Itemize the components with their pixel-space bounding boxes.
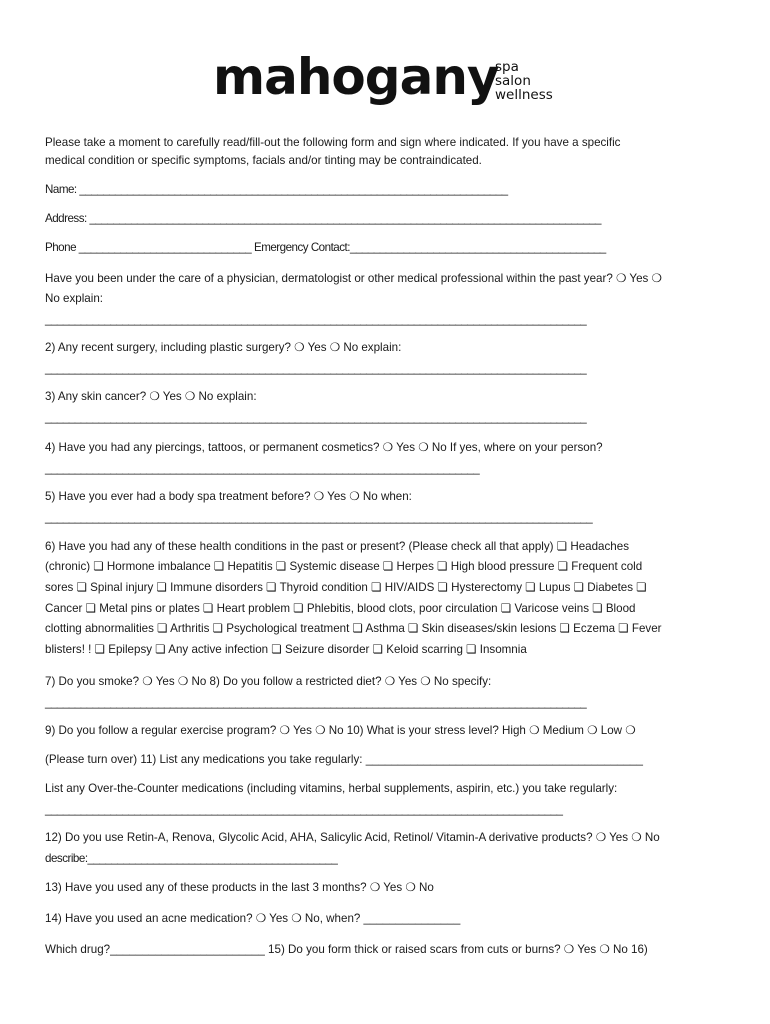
question-4[interactable]: 4) Have you had any piercings, tattoos, or permanent cosmetics? ❍ Yes ❍ No If yes, where on your person? (45, 441, 603, 454)
otc-medications-question: List any Over-the-Counter medications (including vitamins, herbal supplements, aspirin, etc.) you take regularly: (45, 782, 618, 795)
question-6-line-2[interactable]: (chronic) ❏ Hormone imbalance ❏ Hepatitis ❏ Systemic disease ❏ Herpes ❏ High blood pressure ❏ Frequent cold (45, 560, 643, 573)
question-2-answer-line[interactable]: ___________________________________________________________________________________________ (45, 362, 587, 375)
logo-tagline (495, 60, 553, 102)
question-13[interactable]: 13) Have you used any of these products in the last 3 months? ❍ Yes ❍ No (45, 881, 434, 894)
question-2[interactable]: 2) Any recent surgery, including plastic surgery? ❍ Yes ❍ No explain: (45, 341, 402, 354)
logo-tag-salon: salon (495, 73, 531, 89)
question-6-line-3[interactable]: sores ❏ Spinal injury ❏ Immune disorders ❏ Thyroid condition ❏ HIV/AIDS ❏ Hysterectomy ❏ Lupus ❏ Diabetes ❏ (45, 581, 647, 594)
question-3-answer-line[interactable]: ___________________________________________________________________________________________ (45, 411, 587, 424)
question-9-10[interactable]: 9) Do you follow a regular exercise program? ❍ Yes ❍ No 10) What is your stress level? High ❍ Medium ❍ Low ❍ (45, 724, 636, 737)
logo-tag-wellness: wellness (495, 87, 553, 103)
question-6-line-6[interactable]: blisters! ! ❏ Epilepsy ❏ Any active infection ❏ Seizure disorder ❏ Keloid scarring ❏ Insomnia (45, 643, 527, 656)
question-8-answer-line[interactable]: ___________________________________________________________________________________________ (45, 696, 587, 709)
question-6-line-4[interactable]: Cancer ❏ Metal pins or plates ❏ Heart problem ❏ Phlebitis, blood clots, poor circulation ❏ Varicose veins ❏ Blood (45, 602, 636, 615)
name-field[interactable]: Name: ________________________________________________________________________ (45, 183, 508, 196)
phone-emergency-field[interactable]: Phone _____________________________ Emergency Contact:___________________________________________ (45, 241, 606, 254)
question-1-continued: No explain: (45, 292, 104, 305)
question-15-drug-field[interactable]: Which drug?________________________ 15) Do you form thick or raised scars from cuts or burns? ❍ Yes ❍ No 16) (45, 943, 648, 956)
logo-tag-spa: spa (495, 59, 519, 75)
mahogany-logo (213, 48, 573, 112)
intro-text-line-1: Please take a moment to carefully read/fill-out the following form and sign where indicated. If you have a specific (45, 136, 621, 149)
question-5-answer-line[interactable]: ____________________________________________________________________________________________ (45, 511, 593, 524)
question-11[interactable]: (Please turn over) 11) List any medications you take regularly: ___________________________________________ (45, 753, 643, 766)
question-6-line-1[interactable]: 6) Have you had any of these health conditions in the past or present? (Please check all that apply) ❏ Headaches (45, 540, 629, 553)
question-6-line-5[interactable]: clotting abnormalities ❏ Arthritis ❏ Psychological treatment ❏ Asthma ❏ Skin diseases/skin lesions ❏ Eczema ❏ Fever (45, 622, 662, 635)
intro-text-line-2: medical condition or specific symptoms, facials and/or tinting may be contraindicated. (45, 154, 482, 167)
question-1-answer-line[interactable]: ___________________________________________________________________________________________ (45, 313, 587, 326)
logo-wordmark: mahogany (213, 48, 499, 106)
question-3[interactable]: 3) Any skin cancer? ❍ Yes ❍ No explain: (45, 390, 257, 403)
question-5[interactable]: 5) Have you ever had a body spa treatment before? ❍ Yes ❍ No when: (45, 490, 412, 503)
question-12[interactable]: 12) Do you use Retin-A, Renova, Glycolic Acid, AHA, Salicylic Acid, Retinol/ Vitamin-A derivative products? ❍ Yes ❍ No (45, 831, 660, 844)
question-4-answer-line[interactable]: _________________________________________________________________________ (45, 462, 480, 475)
question-12-describe-field[interactable]: describe:__________________________________________ (45, 852, 338, 865)
question-1[interactable]: Have you been under the care of a physician, dermatologist or other medical professional within the past year? ❍ Yes ❍ (45, 272, 662, 285)
address-field[interactable]: Address: ______________________________________________________________________________________ (45, 212, 601, 225)
question-7-8[interactable]: 7) Do you smoke? ❍ Yes ❍ No 8) Do you follow a restricted diet? ❍ Yes ❍ No specify: (45, 675, 492, 688)
question-14[interactable]: 14) Have you used an acne medication? ❍ Yes ❍ No, when? _______________ (45, 912, 461, 925)
otc-medications-answer-line[interactable]: _______________________________________________________________________________________ (45, 803, 563, 816)
